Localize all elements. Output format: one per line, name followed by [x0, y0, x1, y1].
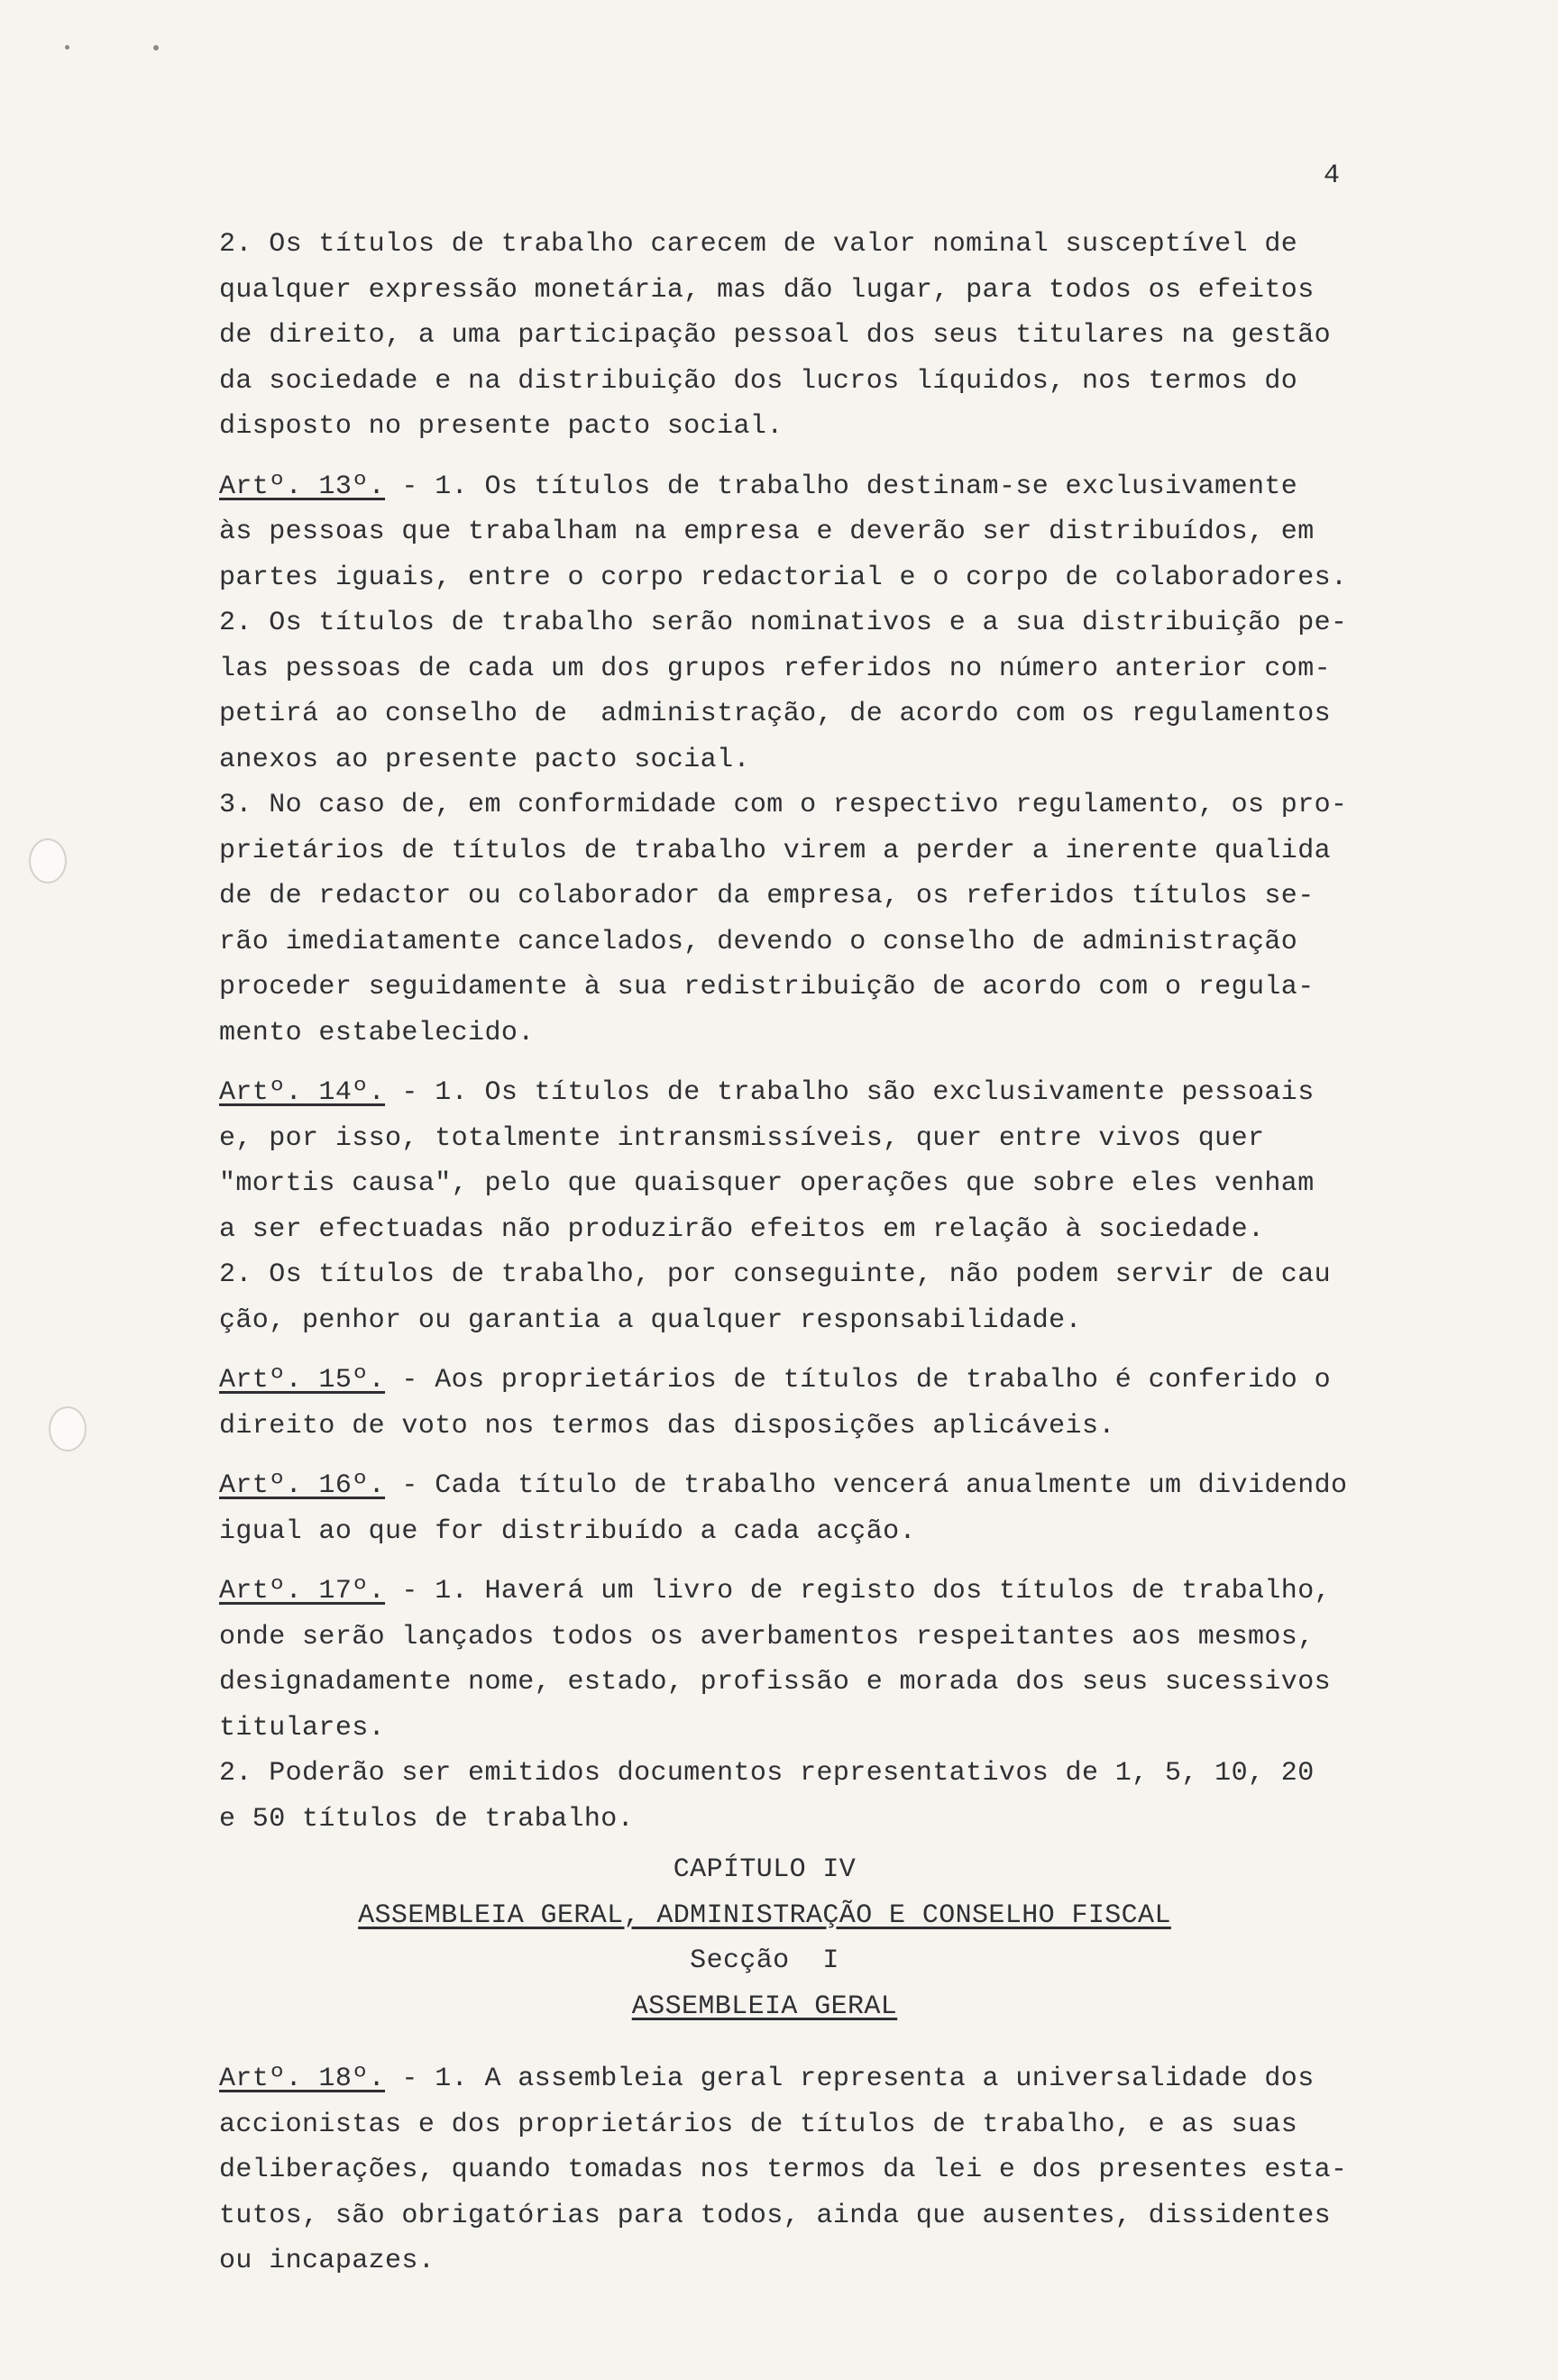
text-line: de direito, a uma participação pessoal dos seus titulares na gestão: [219, 320, 1331, 351]
text-line: direito de voto nos termos das disposições aplicáveis.: [219, 1410, 1115, 1442]
chapter-heading: [219, 1847, 1481, 2029]
text-line: tutos, são obrigatórias para todos, ainda que ausentes, dissidentes: [219, 2200, 1331, 2231]
document-body: [219, 222, 1481, 2284]
text-line: - 1. Os títulos de trabalho são exclusivamente pessoais: [385, 1077, 1315, 1108]
text-line: - 1. Os títulos de trabalho destinam-se exclusivamente: [385, 471, 1298, 502]
paragraph-art12-continued: [219, 222, 1481, 450]
article-heading: Artº. 16º.: [219, 1470, 386, 1501]
article-18: [219, 2056, 1481, 2284]
text-line: e 50 títulos de trabalho.: [219, 1803, 635, 1835]
chapter-subtitle: ASSEMBLEIA GERAL, ADMINISTRAÇÃO E CONSELHO FISCAL: [358, 1899, 1171, 1931]
text-line: 2. Os títulos de trabalho, por conseguinte, não podem servir de cau: [219, 1259, 1331, 1290]
text-line: prietários de títulos de trabalho virem a perder a inerente qualida: [219, 835, 1331, 866]
text-line: proceder seguidamente à sua redistribuição de acordo com o regula-: [219, 972, 1315, 1002]
text-line: - Cada título de trabalho vencerá anualmente um dividendo: [385, 1470, 1348, 1501]
text-line: de de redactor ou colaborador da empresa, os referidos títulos se-: [219, 881, 1315, 911]
article-heading: Artº. 17º.: [219, 1576, 386, 1606]
text-line: rão imediatamente cancelados, devendo o conselho de administração: [219, 926, 1298, 957]
text-line: a ser efectuadas não produzirão efeitos em relação à sociedade.: [219, 1213, 1265, 1245]
text-line: titulares.: [219, 1712, 386, 1744]
text-line: onde serão lançados todos os averbamentos respeitantes aos mesmos,: [219, 1621, 1315, 1652]
text-line: ção, penhor ou garantia a qualquer responsabilidade.: [219, 1304, 1082, 1336]
text-line: qualquer expressão monetária, mas dão lugar, para todos os efeitos: [219, 274, 1315, 306]
text-line: e, por isso, totalmente intransmissíveis, quer entre vivos quer: [219, 1122, 1265, 1154]
section-label: Secção I: [690, 1945, 839, 1976]
chapter-title: CAPÍTULO IV: [673, 1854, 857, 1885]
ink-speck-1: [65, 45, 69, 50]
text-line: às pessoas que trabalham na empresa e deverão ser distribuídos, em: [219, 517, 1315, 547]
ink-speck-2: [153, 45, 159, 50]
text-line: 2. Os títulos de trabalho carecem de valor nominal susceptível de: [219, 229, 1298, 260]
article-heading: Artº. 14º.: [219, 1077, 386, 1108]
section-title: ASSEMBLEIA GERAL: [631, 1991, 898, 2022]
article-16: [219, 1463, 1481, 1554]
text-line: - Aos proprietários de títulos de trabalho é conferido o: [385, 1365, 1331, 1396]
text-line: - 1. Haverá um livro de registo dos títulos de trabalho,: [385, 1576, 1331, 1606]
text-line: partes iguais, entre o corpo redactorial e o corpo de colaboradores.: [219, 562, 1348, 593]
text-line: designadamente nome, estado, profissão e morada dos seus sucessivos: [219, 1667, 1331, 1698]
text-line: igual ao que for distribuído a cada acção.: [219, 1515, 916, 1547]
text-line: deliberações, quando tomadas nos termos da lei e dos presentes esta-: [219, 2155, 1348, 2185]
text-line: 2. Os títulos de trabalho serão nominativos e a sua distribuição pe-: [219, 608, 1348, 638]
text-line: mento estabelecido.: [219, 1017, 535, 1048]
article-15: [219, 1358, 1481, 1449]
punch-hole-bottom: [49, 1406, 87, 1451]
text-line: 2. Poderão ser emitidos documentos representativos de 1, 5, 10, 20: [219, 1758, 1315, 1789]
article-heading: Artº. 18º.: [219, 2064, 386, 2094]
text-line: - 1. A assembleia geral representa a universalidade dos: [385, 2064, 1315, 2094]
page-number: 4: [1324, 160, 1341, 191]
text-line: 3. No caso de, em conformidade com o respectivo regulamento, os pro-: [219, 790, 1348, 820]
text-line: petirá ao conselho de administração, de acordo com os regulamentos: [219, 699, 1331, 729]
text-line: "mortis causa", pelo que quaisquer operações que sobre eles venham: [219, 1168, 1315, 1199]
article-13: [219, 464, 1481, 1057]
article-heading: Artº. 15º.: [219, 1365, 386, 1396]
text-line: las pessoas de cada um dos grupos referidos no número anterior com-: [219, 653, 1331, 684]
article-heading: Artº. 13º.: [219, 471, 386, 502]
article-17: [219, 1569, 1481, 1842]
text-line: da sociedade e na distribuição dos lucros líquidos, nos termos do: [219, 365, 1298, 397]
text-line: accionistas e dos proprietários de títulos de trabalho, e as suas: [219, 2109, 1298, 2140]
text-line: disposto no presente pacto social.: [219, 411, 784, 442]
punch-hole-top: [29, 838, 67, 883]
text-line: anexos ao presente pacto social.: [219, 744, 750, 775]
text-line: ou incapazes.: [219, 2246, 435, 2276]
article-14: [219, 1070, 1481, 1343]
